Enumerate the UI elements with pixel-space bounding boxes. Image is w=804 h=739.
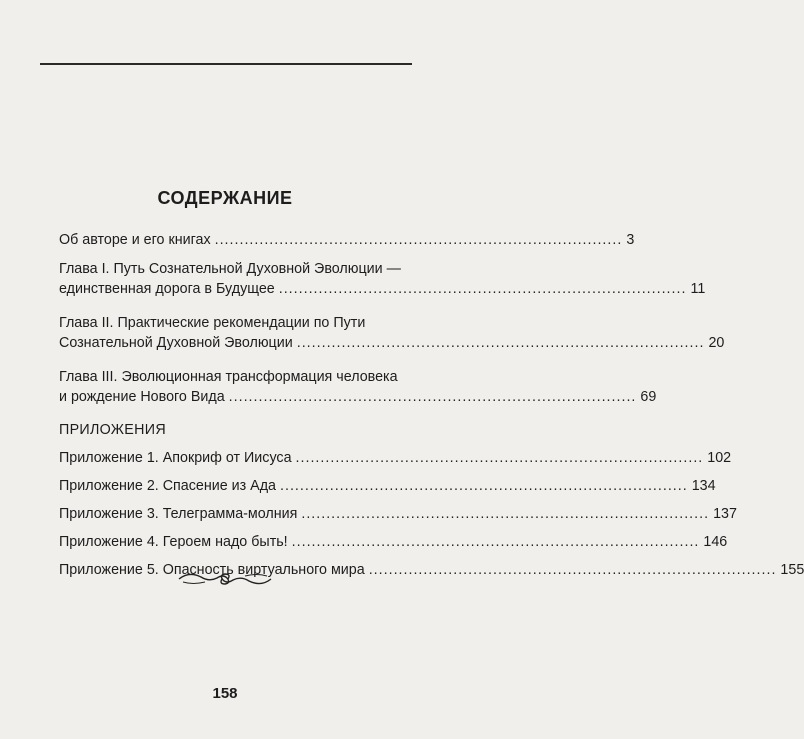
toc-entry-chapter-3 bbox=[59, 367, 657, 407]
toc-entry-page: 146 bbox=[703, 534, 728, 550]
dot-leader: .................................................................................. bbox=[295, 450, 704, 466]
page-number: 158 bbox=[212, 685, 238, 702]
toc-entry-page: 155 bbox=[780, 562, 804, 578]
toc-entry-appendix-1 bbox=[59, 448, 732, 468]
toc-entry-label: Приложение 3. Телеграмма-молния bbox=[59, 506, 298, 522]
toc-entry-label-line-2: и рождение Нового Вида bbox=[59, 389, 225, 405]
toc-entry-page: 102 bbox=[707, 450, 732, 466]
appendices-heading: ПРИЛОЖЕНИЯ bbox=[59, 422, 166, 438]
dot-leader: .................................................................................. bbox=[291, 534, 700, 550]
toc-entry-label-line-1: Глава I. Путь Сознательной Духовной Эволюции — bbox=[59, 261, 401, 277]
show-through-header bbox=[0, 44, 450, 56]
toc-entry-label: Приложение 1. Апокриф от Иисуса bbox=[59, 450, 292, 466]
dot-leader: .................................................................................. bbox=[368, 562, 777, 578]
toc-entry-label-line-1: Глава II. Практические рекомендации по Пути bbox=[59, 315, 366, 331]
header-rule bbox=[40, 63, 412, 65]
toc-entry-page: 69 bbox=[640, 389, 657, 405]
toc-entry-label-line-2: Сознательной Духовной Эволюции bbox=[59, 335, 293, 351]
dot-leader: .................................................................................. bbox=[280, 478, 688, 494]
toc-entry-chapter-2 bbox=[59, 313, 725, 353]
toc-entry-label: Об авторе и его книгах bbox=[59, 232, 211, 248]
dot-leader: .................................................................................. bbox=[214, 232, 623, 248]
toc-entry-label: Приложение 5. Опасность виртуального мира bbox=[59, 562, 365, 578]
toc-entry-appendix-3 bbox=[59, 504, 737, 524]
dot-leader: .................................................................................. bbox=[278, 281, 687, 297]
toc-entry-chapter-1 bbox=[59, 259, 706, 299]
toc-entry-label: Приложение 4. Героем надо быть! bbox=[59, 534, 288, 550]
toc-entry-page: 20 bbox=[708, 335, 725, 351]
page-title: СОДЕРЖАНИЕ bbox=[157, 188, 293, 208]
toc-entry-page: 134 bbox=[691, 478, 716, 494]
toc-entry-page: 3 bbox=[626, 232, 635, 248]
toc-entry-appendix-4 bbox=[59, 532, 728, 552]
toc-entry-page: 137 bbox=[713, 506, 737, 522]
toc-entry-label: Приложение 2. Спасение из Ада bbox=[59, 478, 276, 494]
toc-entry-page: 11 bbox=[690, 281, 706, 297]
toc-entry-label-line-2: единственная дорога в Будущее bbox=[59, 281, 275, 297]
toc-entry-label-line-1: Глава III. Эволюционная трансформация человека bbox=[59, 369, 398, 385]
dot-leader: .................................................................................. bbox=[228, 389, 637, 405]
toc-entry-about-author bbox=[59, 230, 635, 250]
toc-entry-appendix-2 bbox=[59, 476, 716, 496]
dot-leader: .................................................................................. bbox=[296, 335, 705, 351]
dot-leader: .................................................................................. bbox=[301, 506, 710, 522]
flourish-ornament-icon bbox=[175, 569, 275, 589]
table-of-contents bbox=[59, 230, 804, 580]
